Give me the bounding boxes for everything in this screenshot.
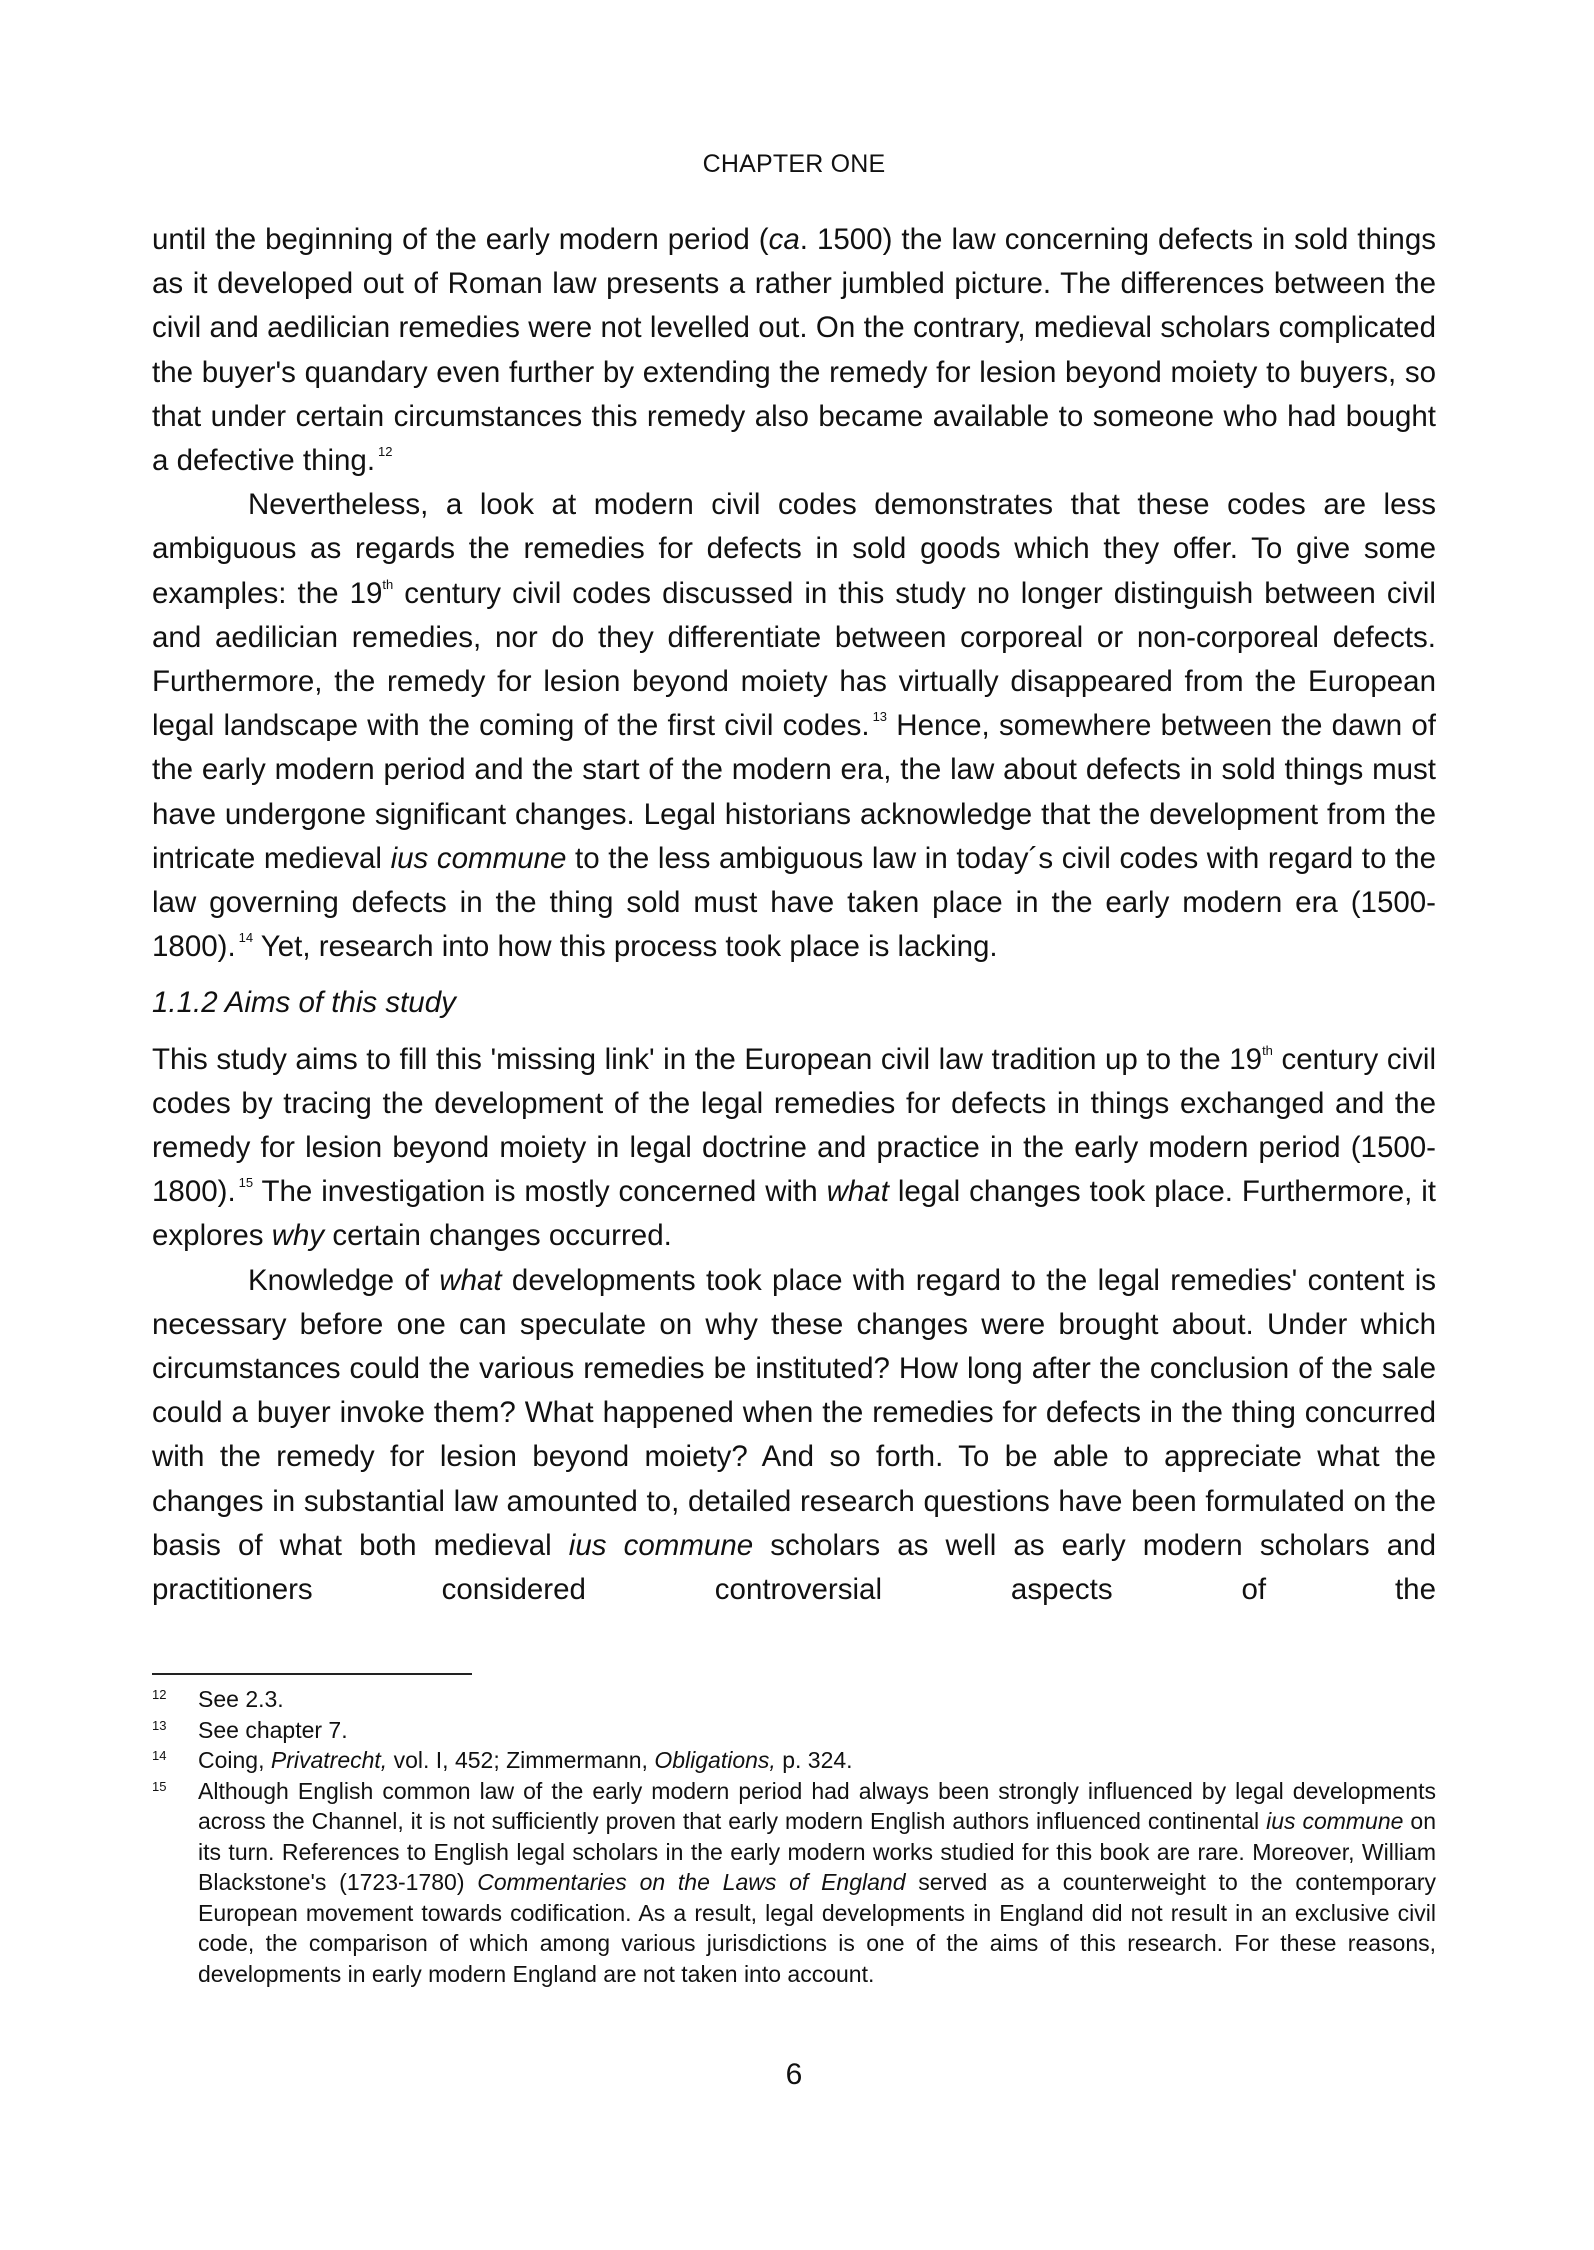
footnote-text bbox=[198, 1776, 1436, 1990]
paragraph-1 bbox=[152, 218, 1436, 483]
italic-run: ius commune bbox=[1266, 1808, 1404, 1834]
text-run: This study aims to fill this 'missing link' in the European civil law tradition up to the 19 bbox=[152, 1042, 1263, 1076]
text-run: Knowledge of bbox=[248, 1263, 440, 1297]
italic-run: ius commune bbox=[390, 841, 567, 875]
footnote-separator bbox=[152, 1673, 472, 1675]
text-run: certain changes occurred. bbox=[324, 1219, 672, 1253]
footnote-number: 12 bbox=[152, 1687, 167, 1702]
italic-run: why bbox=[271, 1219, 325, 1253]
section-heading: 1.1.2 Aims of this study bbox=[152, 986, 456, 1020]
ordinal-superscript: th bbox=[1262, 1042, 1273, 1058]
text-run: Hence, somewhere between the dawn of the early modern period and the start of the modern era, the law about defects in sold things must have undergone significant changes. Legal historians acknowledge that the development from the intricate medieval bbox=[152, 709, 1436, 875]
text-run: Although English common law of the early modern period had always been strongly influenced by legal developments across the Channel, it is not sufficiently proven that early modern English authors influenced continental bbox=[198, 1777, 1436, 1834]
footnote-text bbox=[198, 1745, 1436, 1776]
text-run: served as a counterweight to the contemporary European movement towards codification. As a result, legal developments in England did not result in an exclusive civil code, the comparison of which among various jurisdictions is one of the aims of this research. For these reasons, developments in early modern England are not taken into account. bbox=[198, 1869, 1436, 1987]
text-run: Nevertheless, a look at modern civil codes demonstrates that these codes are less ambiguous as regards the remedies for defects in sold goods which they offer. To give some examples: the 19 bbox=[152, 488, 1436, 610]
paragraph-4 bbox=[152, 1259, 1436, 1613]
footnote-text: See chapter 7. bbox=[198, 1716, 348, 1743]
text-run: legal changes took place. Furthermore, it explores bbox=[152, 1175, 1436, 1253]
body-text bbox=[152, 218, 1436, 1612]
page-number: 6 bbox=[785, 2058, 803, 2091]
footnote-15 bbox=[152, 1776, 1436, 1990]
footnote-number: 14 bbox=[152, 1748, 167, 1763]
italic-run: Obligations, bbox=[654, 1747, 776, 1773]
text-run: Yet, research into how this process took place is lacking. bbox=[253, 930, 998, 964]
paragraph-3 bbox=[152, 1038, 1436, 1259]
footnote-ref-14[interactable]: 14 bbox=[238, 930, 254, 946]
text-run: century civil codes discussed in this study no longer distinguish between civil and aedilician remedies, nor do they differentiate between corporeal or non-corporeal defects. Furthermore, the remedy for lesion beyond moiety has virtually disappeared from the European legal landscape with the coming of the first civil codes. bbox=[152, 576, 1436, 743]
text-run: century civil codes by tracing the development of the legal remedies for defects in things exchanged and the remedy for lesion beyond moiety in legal doctrine and practice in the early modern period (1500-1800). bbox=[152, 1042, 1436, 1209]
text-run: until the beginning of the early modern period ( bbox=[152, 223, 769, 256]
text-run: . 1500) the law concerning defects in sold things as it developed out of Roman law presents a rather jumbled picture. The differences between the civil and aedilician remedies were not levelled out. On the contrary, medieval scholars complicated the buyer's quandary even further by extending the remedy for lesion beyond moiety to buyers, so that under certain circumstances this remedy also became available to someone who had bought a defective thing. bbox=[152, 223, 1436, 478]
footnote-ref-15[interactable]: 15 bbox=[238, 1175, 254, 1191]
italic-run: ca bbox=[768, 223, 800, 256]
ordinal-superscript: th bbox=[382, 576, 394, 592]
footnote-ref-12[interactable]: 12 bbox=[378, 444, 393, 460]
text-run: on its turn. References to English legal scholars in the early modern works studied for this book are rare. Moreover, William Blackstone's (1723-1780) bbox=[198, 1808, 1436, 1895]
footnote-12 bbox=[152, 1684, 1436, 1715]
text-run: p. 324. bbox=[775, 1747, 853, 1773]
italic-run: Commentaries on the Laws of England bbox=[477, 1869, 906, 1895]
text-run: Coing, bbox=[198, 1747, 271, 1773]
running-head: CHAPTER ONE bbox=[702, 150, 886, 178]
italic-run: Privatrecht, bbox=[270, 1747, 388, 1773]
text-run: to the less ambiguous law in today´s civil codes with regard to the law governing defects in the thing sold must have taken place in the early modern era (1500-1800). bbox=[152, 841, 1436, 964]
italic-run: what bbox=[826, 1175, 889, 1209]
text-run: scholars as well as early modern scholars and practitioners considered controversial aspects of the bbox=[152, 1528, 1436, 1607]
footnotes bbox=[152, 1684, 1436, 1989]
text-run: The investigation is mostly concerned with bbox=[253, 1175, 827, 1209]
paragraph-2 bbox=[152, 483, 1436, 969]
footnote-text: See 2.3. bbox=[198, 1686, 284, 1712]
footnote-number: 13 bbox=[152, 1717, 167, 1733]
italic-run: what bbox=[439, 1263, 502, 1297]
footnote-13 bbox=[152, 1715, 1436, 1746]
footnote-14 bbox=[152, 1745, 1436, 1776]
italic-run: ius commune bbox=[568, 1528, 754, 1562]
footnote-ref-13[interactable]: 13 bbox=[872, 709, 888, 725]
text-run: developments took place with regard to the legal remedies' content is necessary before one can speculate on why these changes were brought about. Under which circumstances could the various remedies be instituted? How long after the conclusion of the sale could a buyer invoke them? What happened when the remedies for defects in the thing concurred with the remedy for lesion beyond moiety? And so forth. To be able to appreciate what the changes in substantial law amounted to, detailed research questions have been formulated on the basis of what both medieval bbox=[152, 1263, 1437, 1562]
footnote-number: 15 bbox=[152, 1778, 167, 1794]
text-run: vol. I, 452; Zimmermann, bbox=[387, 1747, 655, 1773]
